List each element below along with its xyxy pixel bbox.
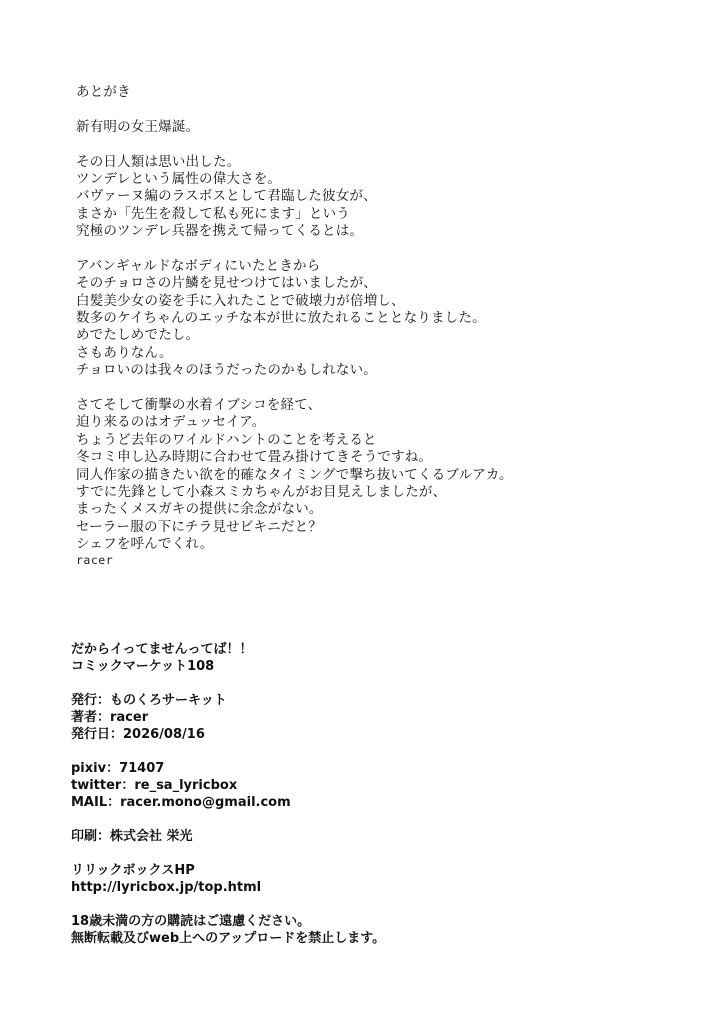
mail-address: MAIL：racer.mono@gmail.com [71, 795, 291, 810]
afterword-line: ちょうど去年のワイルドハントのことを考えると [76, 431, 377, 448]
printer-credit: 印刷：株式会社 栄光 [71, 829, 193, 844]
afterword-line: セーラー服の下にチラ見せビキニだと？ [76, 518, 323, 535]
afterword-paragraph-3 [76, 397, 696, 554]
afterword-line: ツンデレという属性の偉大さを。 [76, 170, 282, 187]
afterword-line: まさか「先生を殺して私も死にます」という [76, 205, 350, 222]
afterword-line: すでに先鋒として小森スミカちゃんがお目見えしましたが、 [76, 483, 447, 500]
afterword-line: 白髪美少女の姿を手に入れたことで破壊力が倍増し、 [76, 292, 405, 309]
colophon-website-block [71, 862, 671, 896]
publication-date: 発行日：2026/08/16 [71, 727, 205, 742]
twitter-handle: twitter：re_sa_lyricbox [71, 778, 238, 793]
afterword-line: シェフを呼んでくれ。 [76, 536, 214, 553]
colophon-title-block [71, 641, 671, 675]
colophon-notice-block [71, 913, 671, 947]
colophon-section [71, 641, 671, 964]
afterword-line: 究極のツンデレ兵器を携えて帰ってくるとは。 [76, 223, 364, 240]
afterword-line: その日人類は思い出した。 [76, 153, 241, 170]
author-signature: racer [76, 553, 114, 567]
afterword-subtitle: 新有明の女王爆誕。 [76, 118, 200, 135]
afterword-paragraph-1 [76, 154, 696, 241]
reprint-notice: 無断転載及びweb上へのアップロードを禁止します。 [71, 931, 386, 946]
afterword-line: そのチョロさの片鱗を見せつけてはいましたが、 [76, 275, 377, 292]
colophon-contact-block [71, 760, 671, 811]
afterword-line: アバンギャルドなボディにいたときから [76, 257, 321, 274]
afterword-line: 数多のケイちゃんのエッチな本が世に放たれることとなりました。 [76, 310, 486, 327]
afterword-heading: あとがき [76, 84, 131, 100]
age-notice: 18歳未満の方の購読はご遠慮ください。 [71, 914, 311, 929]
afterword-line: まったくメスガキの提供に余念がない。 [76, 501, 323, 518]
afterword-line: バヴァーヌ編のラスボスとして君臨した彼女が、 [76, 188, 377, 205]
afterword-line: 迫り来るのはオデュッセイア。 [76, 414, 266, 431]
website-url: http://lyricbox.jp/top.html [71, 880, 262, 895]
afterword-line: チョロいのは我々のほうだったのかもしれない。 [76, 362, 377, 379]
afterword-line: 同人作家の描きたい欲を的確なタイミングで撃ち抜いてくるブルアカ。 [76, 466, 513, 483]
website-label: リリックボックスHP [71, 863, 195, 878]
afterword-line: めでたしめでたし。 [76, 327, 200, 344]
pixiv-id: pixiv：71407 [71, 761, 165, 776]
afterword-line: さてそして衝撃の水着イブシコを経て、 [76, 397, 322, 414]
colophon-printer-block [71, 828, 671, 845]
afterword-line: 冬コミ申し込み時期に合わせて畳み掛けてきそうですね。 [76, 449, 433, 466]
author-credit: 著者：racer [71, 710, 149, 725]
afterword-line: さもありなん。 [76, 344, 173, 361]
event-name: コミックマーケット108 [71, 659, 215, 674]
publisher-circle: 発行：ものくろサーキット [71, 693, 227, 708]
book-title: だからイってませんってば！！ [71, 642, 253, 657]
colophon-publication-block [71, 692, 671, 743]
afterword-section [76, 84, 696, 571]
afterword-paragraph-2 [76, 258, 696, 380]
